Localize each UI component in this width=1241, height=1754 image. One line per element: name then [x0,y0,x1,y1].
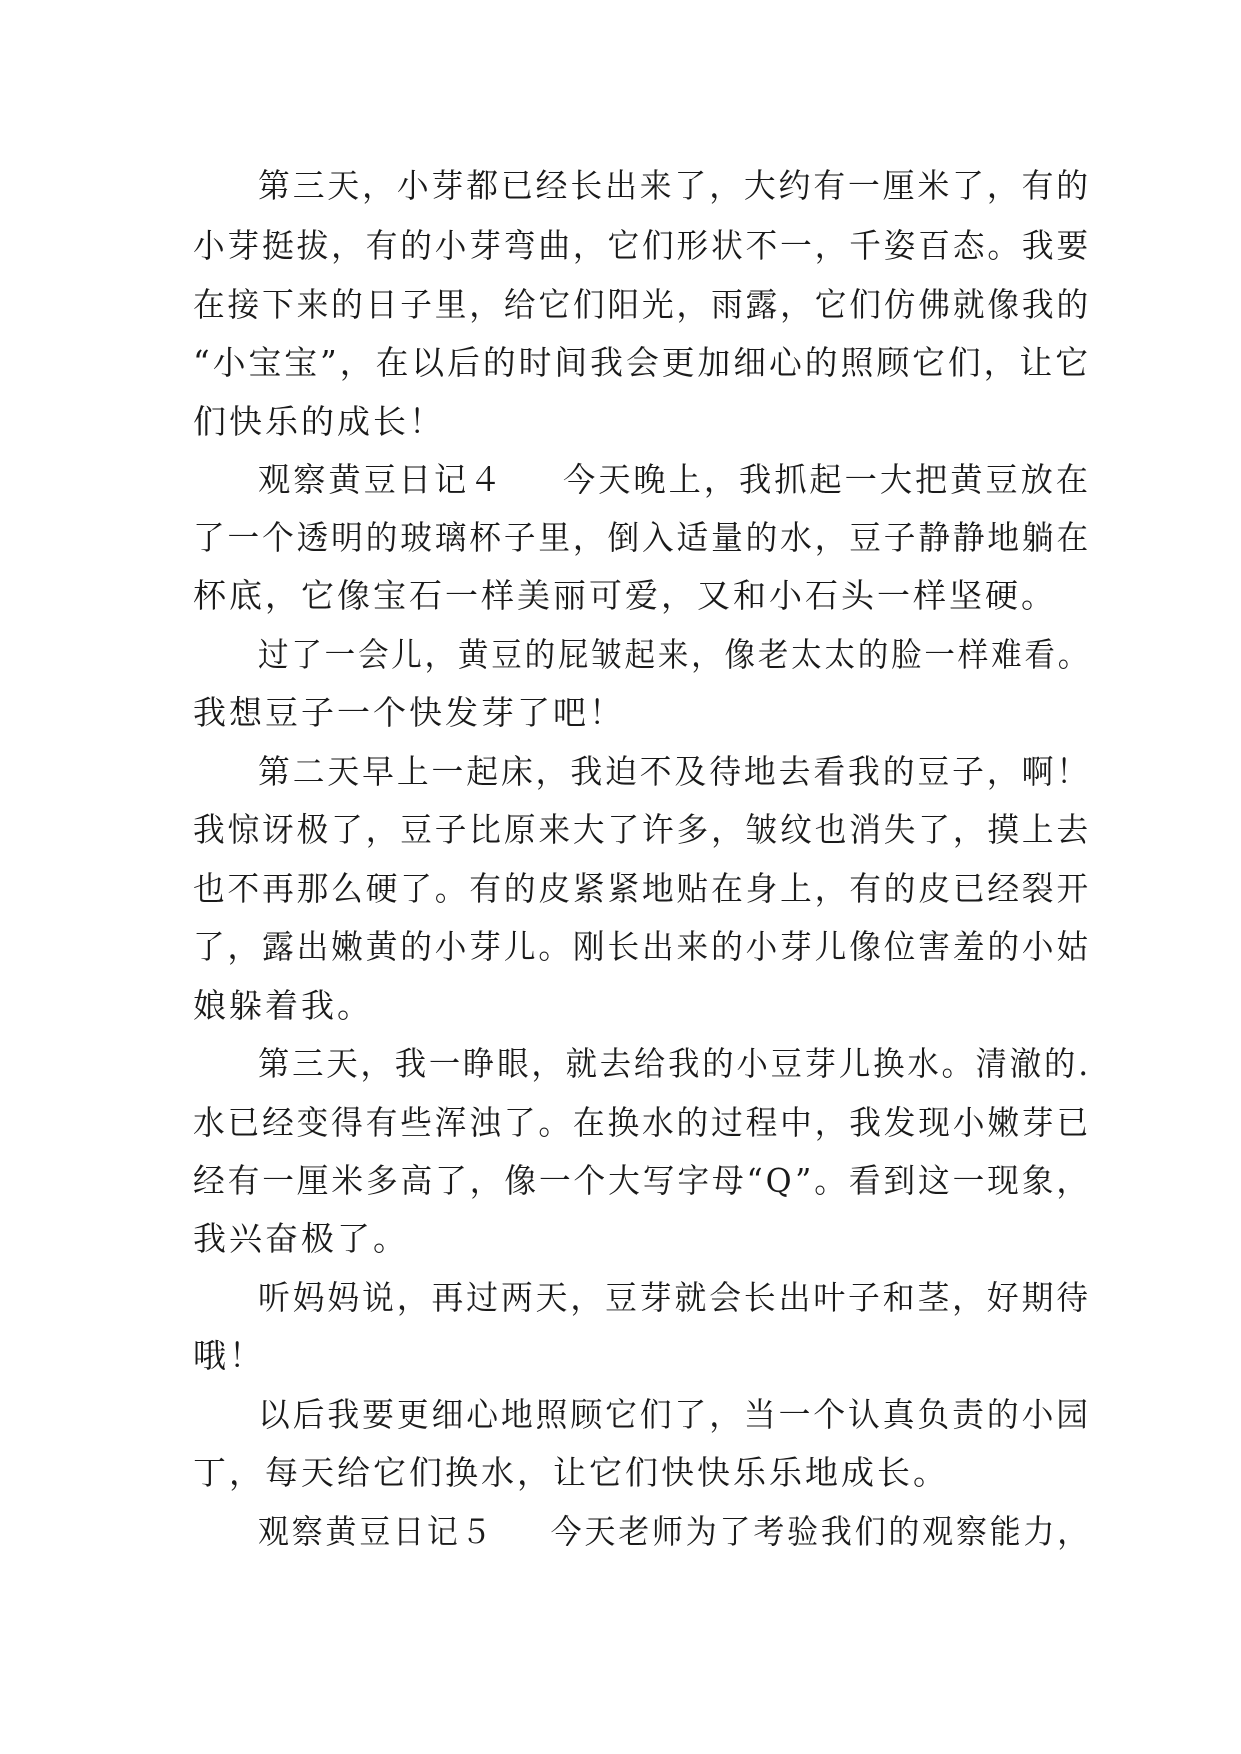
text-line: 第三天，小芽都已经长出来了，大约有一厘米了，有的 [258,166,1091,205]
text-line: 以后我要更细心地照顾它们了，当一个认真负责的小园 [258,1395,1091,1434]
text-line: 了，露出嫩黄的小芽儿。刚长出来的小芽儿像位害羞的小姑 [193,927,1091,966]
text-line: 我惊讶极了，豆子比原来大了许多，皱纹也消失了，摸上去 [193,810,1091,849]
text-line: 杯底，它像宝石一样美丽可爱，又和小石头一样坚硬。 [193,576,1057,615]
text-line: “小宝宝”，在以后的时间我会更加细心的照顾它们，让它 [193,343,1091,382]
text-line: 娘躲着我。 [193,986,373,1025]
text-line: 小芽挺拔，有的小芽弯曲，它们形状不一，千姿百态。我要 [193,226,1091,265]
text-line: 我想豆子一个快发芽了吧！ [193,693,625,732]
diary-heading-line [258,460,1091,500]
text-line: 经有一厘米多高了，像一个大写字母“Q”。看到这一现象， [193,1161,1091,1200]
text-line: 过了一会儿，黄豆的屁皱起来，像老太太的脸一样难看。 [258,635,1092,674]
text-line: 在接下来的日子里，给它们阳光，雨露，它们仿佛就像我的 [193,285,1091,324]
text-line: 丁，每天给它们换水，让它们快快乐乐地成长。 [193,1453,949,1492]
diary-text: 今天老师为了考验我们的观察能力， [550,1512,1092,1551]
text-line: 第二天早上一起床，我迫不及待地去看我的豆子，啊！ [258,752,1091,791]
diary-title: 观察黄豆日记４ [258,460,505,499]
text-line: 了一个透明的玻璃杯子里，倒入适量的水，豆子静静地躺在 [193,518,1091,557]
diary-heading-line [258,1512,1091,1552]
text-line: 第三天，我一睁眼，就去给我的小豆芽儿换水。清澈的. [258,1044,1092,1083]
text-line: 们快乐的成长！ [193,402,445,441]
text-line: 也不再那么硬了。有的皮紧紧地贴在身上，有的皮已经裂开 [193,869,1091,908]
text-line: 水已经变得有些浑浊了。在换水的过程中，我发现小嫩芽已 [193,1103,1091,1142]
text-line: 我兴奋极了。 [193,1219,409,1258]
text-line: 哦！ [193,1336,265,1375]
diary-text: 今天晚上，我抓起一大把黄豆放在 [563,460,1092,499]
diary-title: 观察黄豆日记５ [258,1512,495,1551]
text-line: 听妈妈说，再过两天，豆芽就会长出叶子和茎，好期待 [258,1278,1091,1317]
